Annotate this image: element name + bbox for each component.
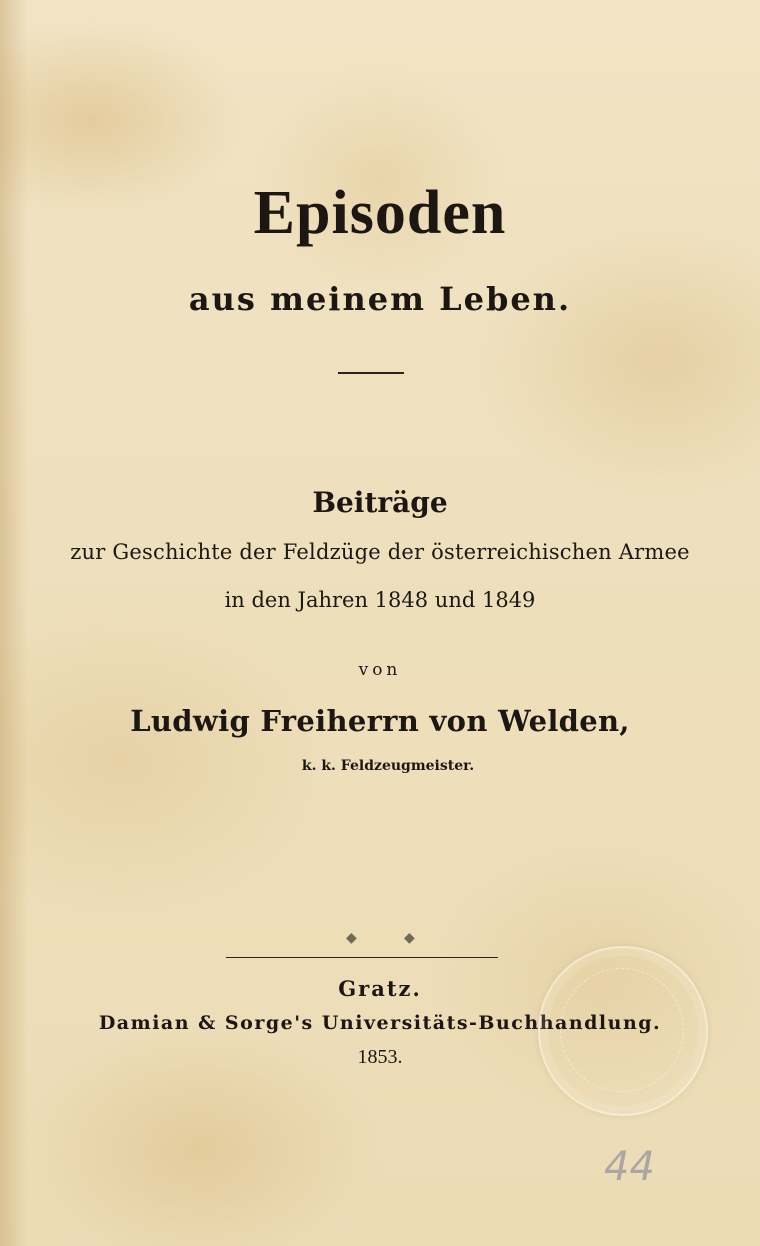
contributions-description-line2: in den Jahren 1848 und 1849 — [224, 588, 536, 612]
short-divider — [338, 372, 404, 374]
author-rank: k. k. Feldzeugmeister. — [301, 758, 475, 774]
book-title: Episoden — [253, 179, 507, 247]
ornament-mark-icon: ◆ — [346, 930, 357, 946]
shelf-mark: 44 — [604, 1144, 655, 1190]
contributions-heading: Beiträge — [312, 486, 448, 519]
contributions-description-line1: zur Geschichte der Feldzüge der österreichischen Armee — [70, 540, 690, 564]
long-divider — [226, 957, 498, 958]
ornament-mark-icon: ◆ — [404, 930, 415, 946]
library-embossed-stamp-icon — [538, 946, 708, 1116]
book-subtitle: aus meinem Leben. — [188, 280, 572, 318]
imprint-year: 1853. — [357, 1046, 403, 1068]
imprint-publisher: Damian & Sorge's Universitäts-Buchhandlung. — [98, 1012, 662, 1034]
author-name: Ludwig Freiherrn von Welden, — [130, 704, 630, 738]
imprint-city: Gratz. — [338, 976, 422, 1001]
by-word: von — [358, 660, 402, 680]
